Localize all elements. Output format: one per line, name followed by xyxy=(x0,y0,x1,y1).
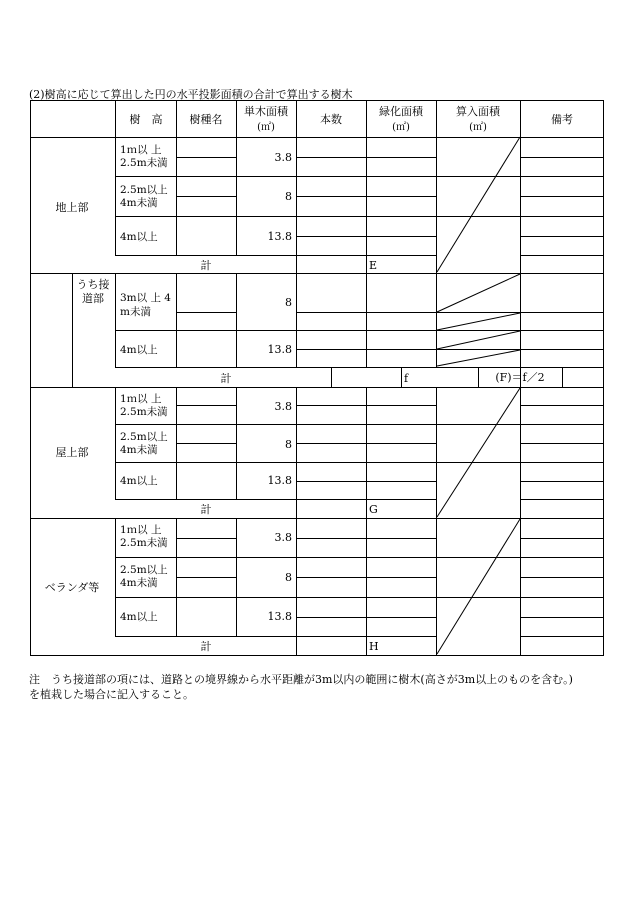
veranda-unit-v3: 13.8 xyxy=(267,610,292,623)
ground-h3: 4m以上 xyxy=(120,231,158,243)
roof-total-g: G xyxy=(369,503,378,516)
roof-h2-a: 2.5m以上 xyxy=(120,431,168,443)
ground-total-e: E xyxy=(369,259,378,272)
section-roof: 屋上部 xyxy=(55,446,89,459)
header-species: 樹種名 xyxy=(189,113,223,126)
road-h3: 4m以上 xyxy=(120,344,158,356)
veranda-unit-v2: 8 xyxy=(285,571,292,584)
roof-unit-v2: 8 xyxy=(285,438,292,451)
veranda-total-label: 計 xyxy=(200,640,212,653)
ground-total-label: 計 xyxy=(200,259,212,272)
footnote xyxy=(29,672,573,702)
section-veranda: ベランダ等 xyxy=(44,581,100,594)
ground-unit-v1: 3.8 xyxy=(274,151,292,164)
header-unit-area: 単木面積 xyxy=(244,105,288,118)
roof-h3: 4m以上 xyxy=(120,475,158,487)
header-calc-area: 算入面積 xyxy=(456,105,500,118)
ground-unit-v2: 8 xyxy=(285,190,292,203)
header-unit-area-unit: (㎡) xyxy=(257,122,275,133)
header-green-area: 緑化面積 xyxy=(379,105,423,118)
roof-unit-v3: 13.8 xyxy=(267,474,292,487)
header-height: 樹 高 xyxy=(129,113,163,126)
veranda-h1-a: 1ｍ以 上 xyxy=(120,524,162,536)
road-h1-a: 3m以 上 4 xyxy=(120,292,171,304)
section-ground: 地上部 xyxy=(55,201,89,214)
veranda-h1-b: 2.5m未満 xyxy=(120,537,168,549)
footnote-line1: 注 うち接道部の項には、道路との境界線から水平距離が3m以内の範囲に樹木(高さが3m以上のものを含む。) xyxy=(29,673,573,686)
ground-h1-b: 2.5m未満 xyxy=(120,157,168,169)
ground-unit-v3: 13.8 xyxy=(267,230,292,243)
ground-h2-b: 4m未満 xyxy=(120,197,158,209)
section-title: (2)樹高に応じて算出した円の水平投影面積の合計で算出する樹木 xyxy=(29,88,353,101)
header-green-area-unit: (㎡) xyxy=(392,122,410,133)
header-remarks: 備考 xyxy=(551,113,573,126)
roof-total-label: 計 xyxy=(200,503,212,516)
veranda-total-h: H xyxy=(369,640,379,653)
roof-h1-b: 2.5m未満 xyxy=(120,406,168,418)
header-count: 本数 xyxy=(320,113,342,126)
footnote-line2: を植栽した場合に記入すること。 xyxy=(29,688,194,701)
section-road-line2: 道部 xyxy=(82,292,104,305)
ground-h1-a: 1ｍ以 上 xyxy=(120,144,162,156)
veranda-h2-b: 4m未満 xyxy=(120,577,158,589)
veranda-unit-v1: 3.8 xyxy=(274,531,292,544)
ground-h2-a: 2.5m以上 xyxy=(120,184,168,196)
road-unit-v2: 8 xyxy=(285,296,292,309)
road-total-label: 計 xyxy=(220,372,232,385)
road-total-f: f xyxy=(404,372,409,385)
header-calc-area-unit: (㎡) xyxy=(469,122,487,133)
veranda-h2-a: 2.5m以上 xyxy=(120,564,168,576)
section-road-line1: うち接 xyxy=(76,278,110,291)
road-unit-v3: 13.8 xyxy=(267,343,292,356)
veranda-h3: 4m以上 xyxy=(120,611,158,623)
road-total-formula: (F)＝f／2 xyxy=(495,371,545,384)
roof-h2-b: 4m未満 xyxy=(120,444,158,456)
road-h1-b: m未満 xyxy=(120,306,151,318)
roof-h1-a: 1ｍ以 上 xyxy=(120,393,162,405)
roof-unit-v1: 3.8 xyxy=(274,400,292,413)
